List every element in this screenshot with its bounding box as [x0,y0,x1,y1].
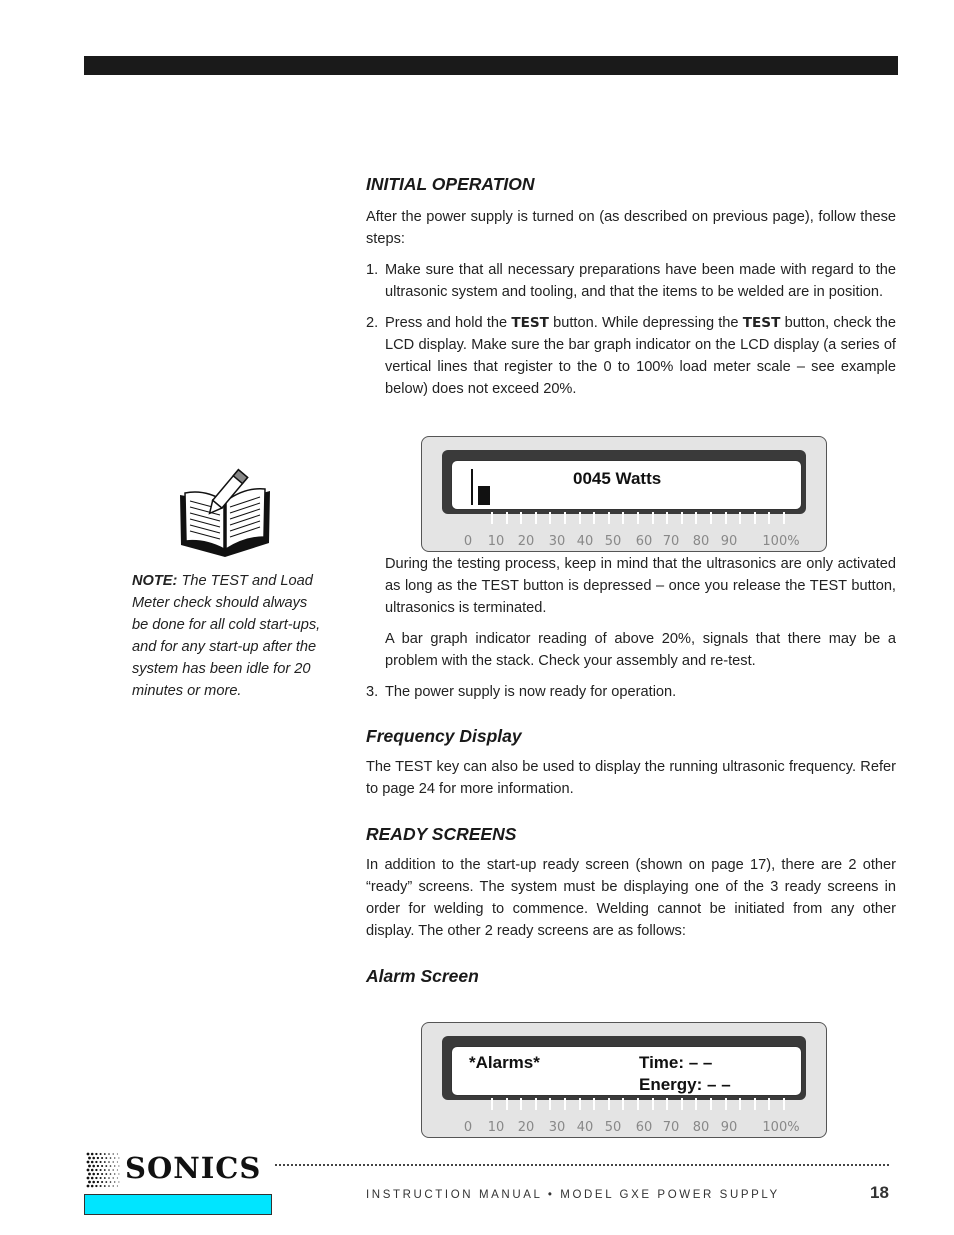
lcd-tick [622,1098,624,1110]
testing-paragraph: During the testing process, keep in mind that the ultrasonics are only activated as long as the TEST button is depressed – once you release the TEST button, ultrasonics is terminated. [385,556,896,616]
logo-dot [95,1185,97,1187]
logo-dot [104,1153,106,1155]
logo-dot [105,1157,107,1159]
logo-dot [110,1165,112,1167]
logo-dot [104,1177,106,1179]
lcd-tick [593,1098,595,1110]
step-text: The power supply is now ready for operation. [385,684,677,700]
step-text-part: Press and hold the [385,315,512,331]
logo-dot [100,1161,102,1163]
initial-operation-heading: INITIAL OPERATION [366,174,535,194]
logo-dot [91,1185,94,1188]
lcd-tick [564,512,566,524]
alarm-heading: Alarm Screen [366,966,479,986]
lcd-tick [564,1098,566,1110]
lcd-tick [739,512,741,524]
lcd-tick [549,1098,551,1110]
logo-dot [114,1173,115,1174]
step-number: 1. [366,262,379,278]
lcd-display-watts [421,436,827,552]
logo-dot [117,1185,118,1186]
logo-dot [87,1153,90,1156]
logo-dot [92,1157,95,1160]
lcd-tick [535,1098,537,1110]
logo-dot [100,1153,102,1155]
logo-dot [88,1173,91,1176]
logo-dot [87,1169,90,1172]
logo-dot [105,1165,107,1167]
logo-dot [97,1173,99,1175]
scale-label: 100% [762,1120,800,1135]
logo-dot [118,1173,119,1174]
step-1 [366,259,896,303]
bargraph-paragraph: A bar graph indicator reading of above 20%, signals that there may be a problem with the stack. Check your assembly and re-test. [385,631,896,669]
logo-dot [101,1165,103,1167]
lcd-inner [451,1046,802,1096]
lcd-tick [506,1098,508,1110]
lcd-tick [754,512,756,524]
logo-dot [95,1177,97,1179]
lcd-tick [491,512,493,524]
logo-dot [108,1161,110,1163]
logo-dot [113,1185,114,1186]
scale-label: 0 [463,1120,473,1135]
logo-dot [110,1157,112,1159]
logo-dot [113,1177,114,1178]
lcd-tick [783,512,785,524]
logo-dot [114,1157,115,1158]
logo-dot [87,1161,90,1164]
logo-dot [95,1153,97,1155]
logo-dot [92,1181,95,1184]
note-text: The TEST and Load Meter check should always be done for all cold start-ups, and for any start-up after the system has been idle for 20 minutes or more. [132,573,321,699]
logo-dot [101,1173,103,1175]
logo-dot [117,1177,118,1178]
intro-paragraph: After the power supply is turned on (as described on previous page), follow these steps: [366,209,896,247]
logo-dot [87,1185,90,1188]
logo-dot [118,1165,119,1166]
lcd-tick [549,512,551,524]
lcd-tick [725,512,727,524]
side-note [132,570,322,702]
scale-label: 100% [762,534,800,549]
header-bar [84,56,898,75]
lcd-tick [666,1098,668,1110]
scale-label: 60 [635,1120,653,1135]
lcd-tick [652,1098,654,1110]
main-content [366,172,896,988]
lcd-time-text: Time: – – [639,1053,713,1072]
scale-label: 80 [692,1120,710,1135]
step-text-part: button. While depressing the [548,315,743,331]
lcd-tick [681,512,683,524]
step-3 [366,681,896,703]
lcd-alarms-text: *Alarms* [469,1053,540,1072]
logo-dot [104,1169,106,1171]
logo-dot [113,1161,114,1162]
logo-dot [105,1173,107,1175]
scale-label: 80 [692,534,710,549]
note-label: NOTE: [132,573,178,589]
logo-dot [117,1153,118,1154]
logo-dot [100,1177,102,1179]
frequency-heading: Frequency Display [366,726,522,746]
scale-label: 60 [635,534,653,549]
logo-dot [95,1161,97,1163]
lcd-tick [579,512,581,524]
brand-logo-text: SONICS [125,1151,262,1185]
scale-label: 0 [463,534,473,549]
scale-label: 50 [604,534,622,549]
lcd-ticks [491,512,796,524]
step-number: 2. [366,315,379,331]
logo-dot [97,1181,99,1183]
scale-label: 40 [576,1120,594,1135]
logo-dot [101,1181,103,1183]
lcd-tick [608,1098,610,1110]
logo-dot [97,1165,99,1167]
test-key-label: TEST [742,315,781,331]
lcd-tick [768,512,770,524]
footer-dotted-rule [275,1164,889,1166]
logo-dot [91,1161,94,1164]
lcd-tick [520,1098,522,1110]
lcd-tick [491,1098,493,1110]
scale-label: 20 [517,534,535,549]
scale-label: 30 [548,534,566,549]
lcd-tick [710,1098,712,1110]
logo-dot [104,1161,106,1163]
page-number: 18 [870,1183,889,1202]
logo-dot [117,1169,118,1170]
logo-dot [104,1185,106,1187]
logo-dot [95,1169,97,1171]
logo-dot [117,1161,118,1162]
step-text-part: button, check the LCD display. Make sure the bar graph indicator on the LCD display (a series of vertical lines that register to the 0 to 100% load meter scale – see example below) does not exceed 20%. [385,315,897,397]
lcd-tick [637,1098,639,1110]
lcd-tick [695,512,697,524]
scale-label: 50 [604,1120,622,1135]
logo-dot [113,1169,114,1170]
logo-dot [114,1165,115,1166]
ready-paragraph: In addition to the start-up ready screen (shown on page 17), there are 2 other “ready” screens. The system must be displaying one of the 3 ready screens in order for welding to commence. Welding cannot be initiated from any other display. The other 2 ready screens are as follows: [366,857,896,939]
logo-dot [110,1173,112,1175]
lcd-tick [535,512,537,524]
logo-dot [92,1165,95,1168]
logo-dot [113,1153,114,1154]
logo-dot [88,1165,91,1168]
logo-dot [101,1157,103,1159]
lcd-tick [622,512,624,524]
logo-dot [118,1157,119,1158]
ready-heading: READY SCREENS [366,824,517,844]
lcd-tick [637,512,639,524]
scale-label: 70 [662,1120,680,1135]
lcd-tick [593,512,595,524]
logo-dot [92,1173,95,1176]
book-pencil-icon [175,465,275,561]
scale-label: 10 [487,534,505,549]
logo-dot [91,1169,94,1172]
logo-dot [110,1181,112,1183]
lcd-tick [681,1098,683,1110]
logo-dot [91,1153,94,1156]
frequency-paragraph: The TEST key can also be used to display the running ultrasonic frequency. Refer to page 24 for more information. [366,759,896,797]
footer-manual-title: INSTRUCTION MANUAL • MODEL GXE POWER SUPPLY [366,1189,780,1201]
lcd-screen [442,450,806,514]
lcd-tick [652,512,654,524]
logo-dot [100,1185,102,1187]
bar-graph-cursor [471,469,473,505]
scale-label: 20 [517,1120,535,1135]
lcd-inner [451,460,802,510]
lcd-tick [754,1098,756,1110]
lcd-tick [579,1098,581,1110]
logo-dot [108,1185,110,1187]
lcd-tick [506,512,508,524]
step-2 [366,312,896,400]
lcd-tick [666,512,668,524]
logo-dot [108,1153,110,1155]
lcd-tick [739,1098,741,1110]
logo-dot [87,1177,90,1180]
step-number: 3. [366,684,379,700]
lcd-screen [442,1036,806,1100]
logo-dot [88,1181,91,1184]
lcd-tick [710,512,712,524]
lcd-energy-text: Energy: – – [639,1075,731,1094]
logo-dot [88,1157,91,1160]
step-text: Make sure that all necessary preparations have been made with regard to the ultrasonic system and tooling, and that the items to be welded are in position. [385,262,896,300]
scale-label: 90 [720,1120,738,1135]
lcd-tick [695,1098,697,1110]
logo-dot [118,1181,119,1182]
scale-label: 10 [487,1120,505,1135]
logo-dot [97,1157,99,1159]
scale-label: 40 [576,534,594,549]
logo-dot [100,1169,102,1171]
lcd-watts-text: 0045 Watts [573,469,662,488]
footer-accent-bar [84,1194,272,1215]
logo-dot [91,1177,94,1180]
lcd-tick [608,512,610,524]
scale-label: 90 [720,534,738,549]
lcd-tick [768,1098,770,1110]
lcd-tick [725,1098,727,1110]
logo-dot [105,1181,107,1183]
step-text [385,312,896,400]
scale-label: 30 [548,1120,566,1135]
bar-graph-indicator [478,486,490,505]
test-key-label: TEST [511,315,549,331]
logo-dot [108,1169,110,1171]
logo-dot [108,1177,110,1179]
scale-label: 70 [662,534,680,549]
logo-dot [114,1181,115,1182]
lcd-display-alarms [421,1022,827,1138]
lcd-tick [783,1098,785,1110]
lcd-ticks [491,1098,796,1110]
lcd-tick [520,512,522,524]
